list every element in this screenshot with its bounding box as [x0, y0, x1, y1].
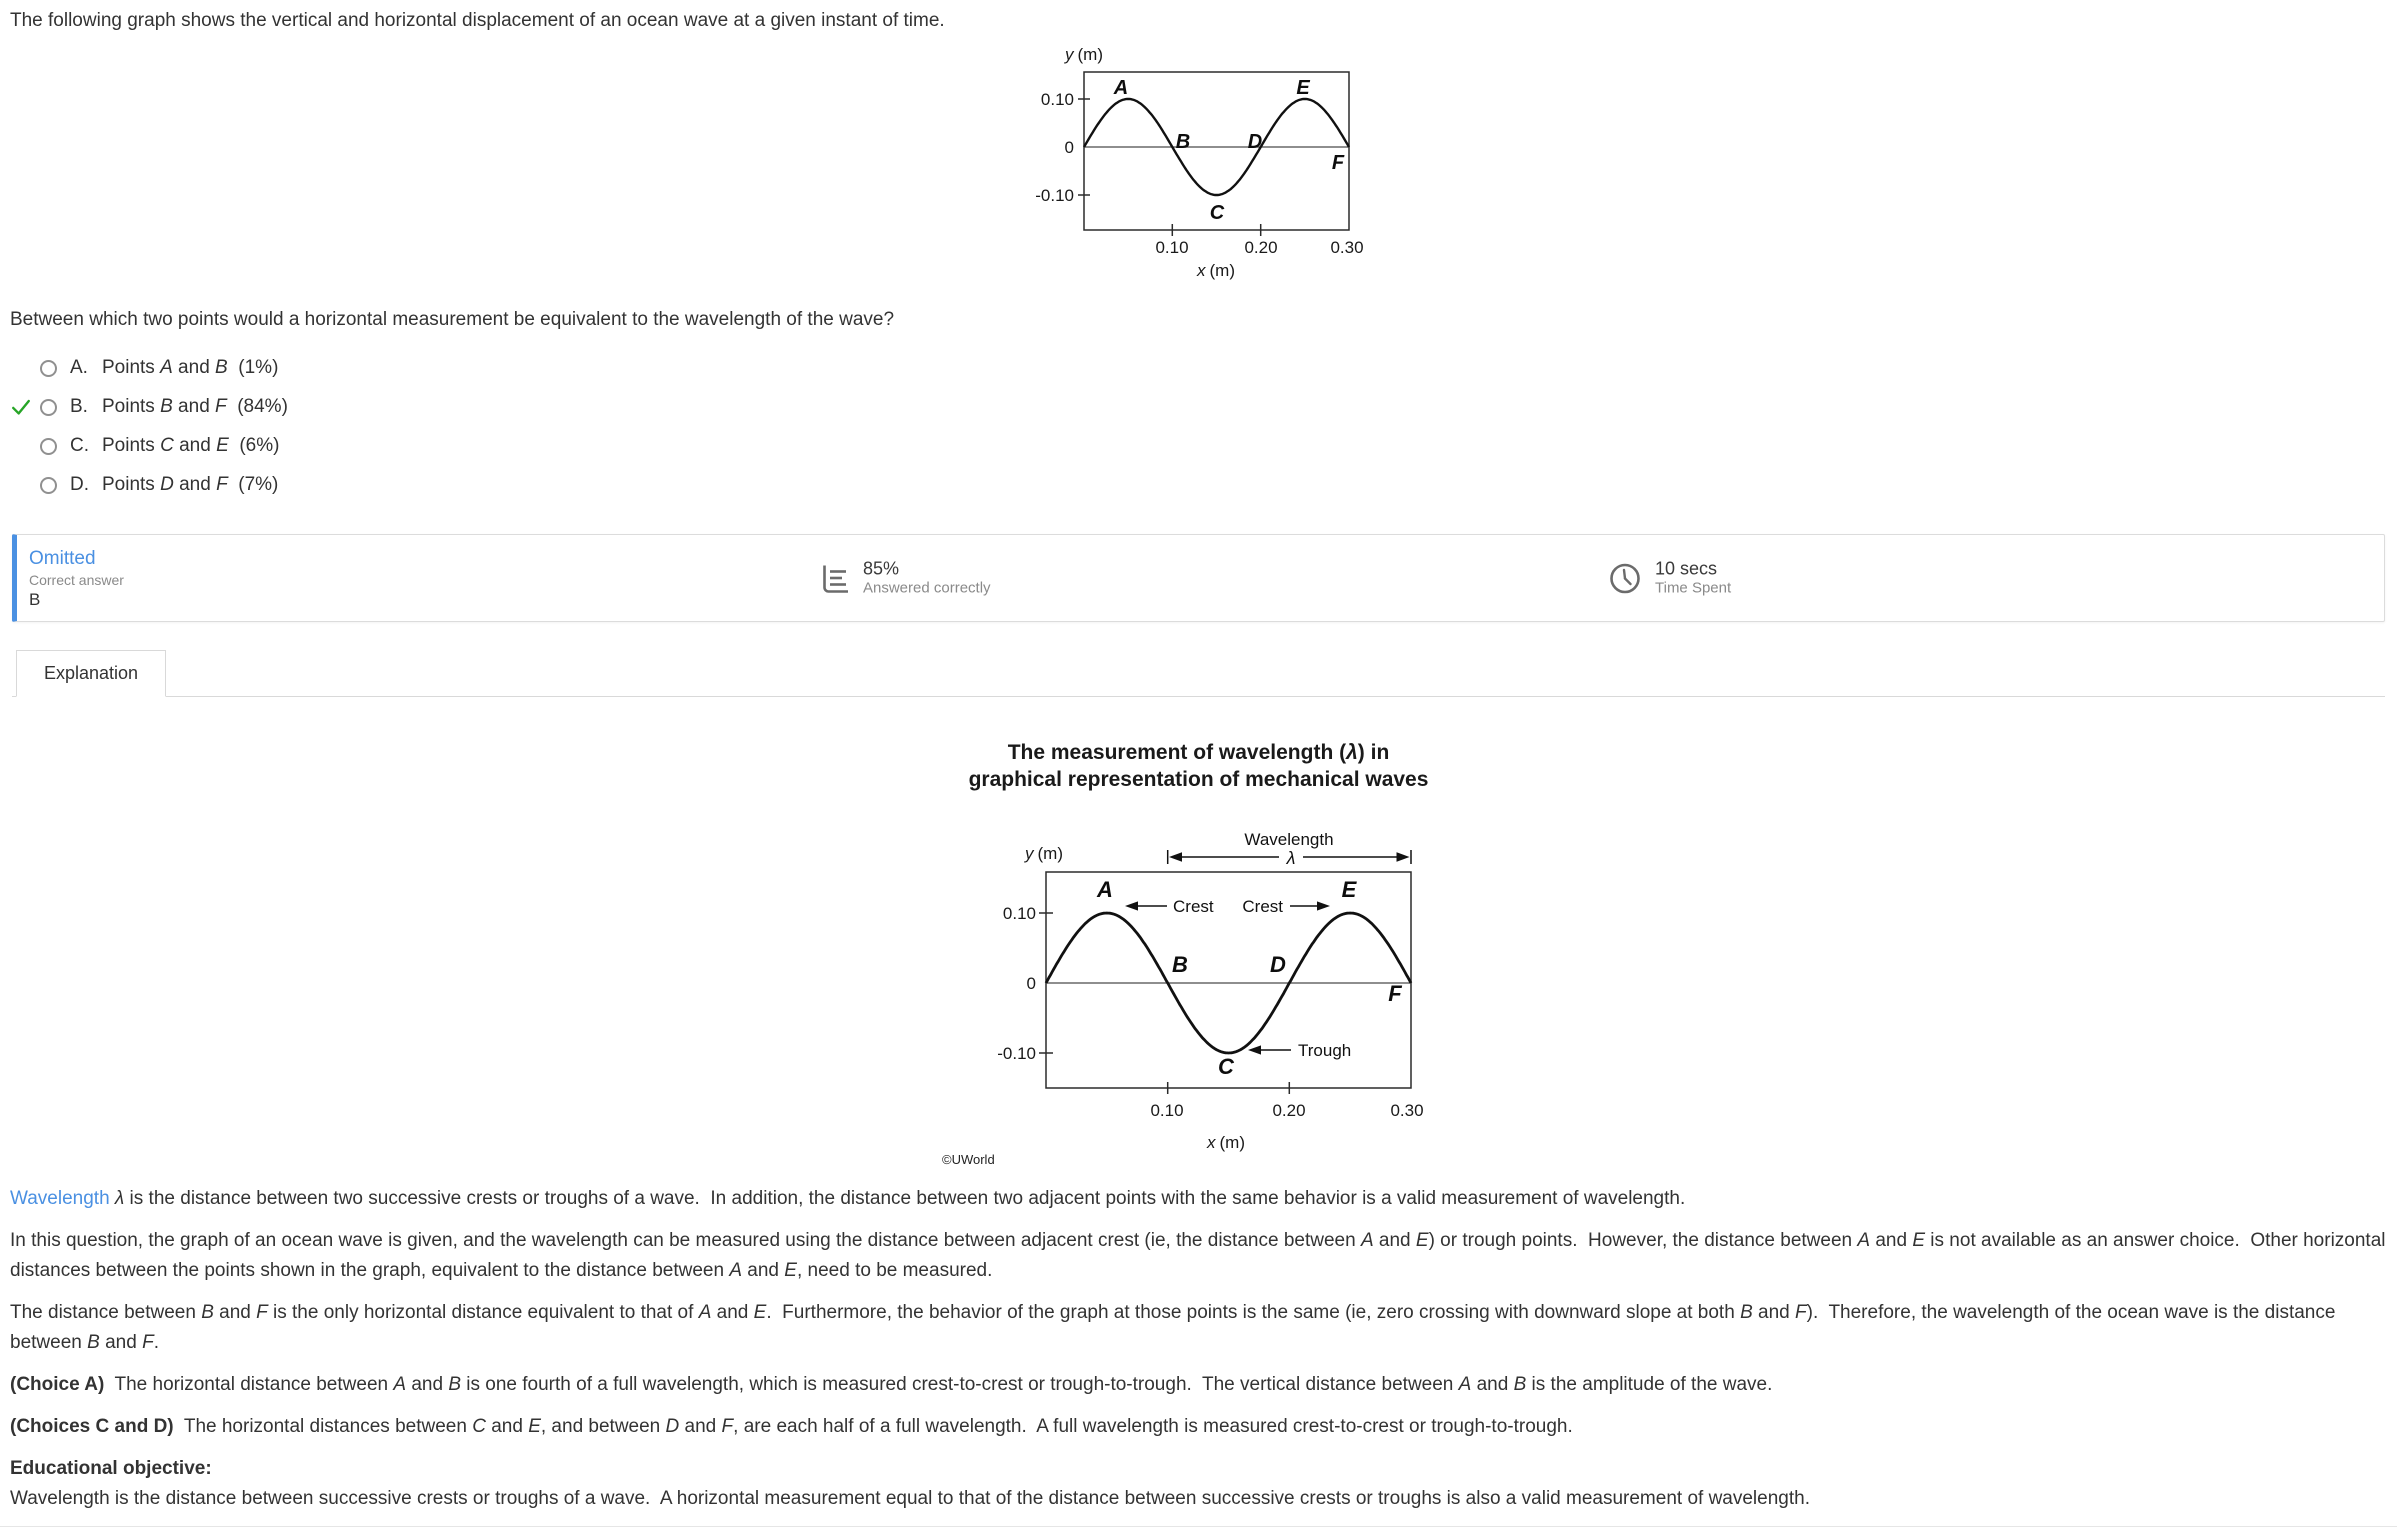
figure-title-line2: graphical representation of mechanical waves — [968, 768, 1429, 791]
tab-explanation[interactable]: Explanation — [16, 650, 166, 697]
percent-value: 85% — [863, 558, 900, 579]
clock-icon — [1607, 560, 1643, 596]
lambda-arrow-left — [1169, 852, 1182, 862]
answer-option-c[interactable] — [0, 433, 2397, 459]
answer-option-b[interactable] — [0, 394, 2397, 420]
educational-objective-text: Wavelength is the distance between successive crests or troughs of a wave. A horizontal measurement equal to that of the distance between successive crests or troughs is also a valid measurement of wavelength. — [10, 1488, 1810, 1509]
radio-button[interactable] — [40, 477, 57, 494]
option-text: Points B and F (84%) — [102, 396, 288, 417]
wave-chart-1 — [1026, 44, 1371, 284]
x-tick-label: 0.30 — [1389, 1101, 1424, 1120]
option-letter: C. — [70, 435, 89, 456]
answered-correctly-text — [863, 559, 991, 598]
crest-left-arrow — [1125, 901, 1138, 910]
trough-arrow — [1248, 1045, 1261, 1054]
choice-a-paragraph: (Choice A) The horizontal distance between A and B is one fourth of a full wavelength, which is measured crest-to-crest or trough-to-trough. The vertical distance between A and B is the amplitude of the wave. — [10, 1374, 1773, 1395]
tab-bar — [12, 650, 2385, 697]
point-label-f: F — [1387, 981, 1402, 1006]
radio-button[interactable] — [40, 399, 57, 416]
lambda-arrow-right — [1396, 852, 1409, 862]
radio-button[interactable] — [40, 438, 57, 455]
y-axis-title: y (m) — [1024, 844, 1063, 863]
bar-chart-icon — [817, 561, 851, 595]
x-tick-label: 0.10 — [1155, 238, 1189, 257]
question-prompt: Between which two points would a horizontal measurement be equivalent to the wavelength of the wave? — [10, 309, 895, 330]
x-tick-label: 0.10 — [1149, 1101, 1184, 1120]
y-tick-label: 0.10 — [1002, 904, 1036, 923]
time-spent-block — [1607, 559, 1731, 598]
y-axis-title: y (m) — [1065, 45, 1103, 64]
explanation-paragraph-answer: The distance between B and F is the only horizontal distance equivalent to that of A and E. Furthermore, the behavior of the graph at those points is the same (ie, zero crossing with downward slope at both B and F). Therefore, the wavelength of the ocean wave is the distance between B and F. — [10, 1302, 2336, 1353]
wave-chart-2 — [939, 807, 1459, 1172]
check-slot — [10, 434, 40, 458]
option-letter: B. — [70, 396, 88, 417]
option-text: Points C and E (6%) — [102, 435, 280, 456]
check-slot — [10, 395, 40, 419]
copyright-uworld: ©UWorld — [941, 1152, 995, 1167]
answer-option-d[interactable] — [0, 472, 2397, 498]
choices-c-d-paragraph: (Choices C and D) The horizontal distances between C and E, and between D and F, are each half of a full wavelength. A full wavelength is measured crest-to-crest or trough-to-trough. — [10, 1416, 1573, 1437]
status-omitted: Omitted — [29, 548, 96, 569]
educational-objective-title: Educational objective: — [10, 1458, 212, 1479]
x-axis-title: x (m) — [1197, 261, 1235, 280]
check-icon — [10, 396, 32, 418]
question-intro: The following graph shows the vertical and horizontal displacement of an ocean wave at a given instant of time. — [10, 10, 945, 31]
check-slot — [10, 356, 40, 380]
answer-options — [0, 355, 2397, 498]
point-label-c: C — [1209, 202, 1225, 224]
time-spent-text — [1655, 559, 1731, 598]
y-tick-label: -0.10 — [1035, 186, 1074, 205]
radio-button[interactable] — [40, 360, 57, 377]
point-label-c: C — [1217, 1054, 1234, 1079]
option-letter: A. — [70, 357, 88, 378]
explanation-paragraph-wavelength: Wavelength λ is the distance between two successive crests or troughs of a wave. In addition, the distance between two adjacent points with the same behavior is a valid measurement of wavelength. — [10, 1188, 1686, 1209]
correct-answer-value: B — [29, 590, 41, 609]
y-tick-label: 0 — [1026, 974, 1036, 993]
point-label-a: A — [1096, 877, 1113, 902]
x-tick-label: 0.30 — [1330, 238, 1364, 257]
time-label: Time Spent — [1655, 579, 1732, 597]
answered-correctly-block — [817, 559, 991, 598]
question-figure — [0, 44, 2397, 284]
point-label-a: A — [1113, 77, 1129, 99]
explanation-paragraph-question: In this question, the graph of an ocean wave is given, and the wavelength can be measured using the distance between adjacent crest (ie, the distance between A and E) or trough points. However, the distance between A and E is not available as an answer choice. Other horizontal distances between the points shown in the graph, equivalent to the distance between A and E, need to be measured. — [10, 1230, 2386, 1281]
point-label-d: D — [1269, 952, 1286, 977]
explanation-body — [10, 1184, 2387, 1514]
y-tick-label: 0 — [1064, 138, 1074, 157]
correct-answer-label: Correct answer — [29, 572, 124, 588]
point-label-d: D — [1247, 131, 1263, 153]
point-label-b: B — [1171, 952, 1188, 977]
result-summary-card — [12, 534, 2385, 622]
crest-right-annotation: Crest — [1241, 897, 1283, 916]
crest-left-annotation: Crest — [1172, 897, 1214, 916]
x-axis-title: x (m) — [1206, 1133, 1245, 1152]
option-letter: D. — [70, 474, 89, 495]
time-value: 10 secs — [1655, 558, 1718, 579]
figure-title-line1: The measurement of wavelength (λ) in — [1007, 741, 1390, 764]
explanation-figure — [0, 739, 2397, 1178]
option-text: Points D and F (7%) — [102, 474, 279, 495]
y-tick-label: -0.10 — [996, 1044, 1036, 1063]
y-tick-label: 0.10 — [1040, 90, 1074, 109]
result-status-block — [29, 548, 2384, 609]
wavelength-annotation: Wavelength — [1243, 830, 1334, 849]
x-tick-label: 0.20 — [1271, 1101, 1306, 1120]
check-slot — [10, 473, 40, 497]
point-label-b: B — [1175, 131, 1191, 153]
x-tick-label: 0.20 — [1244, 238, 1278, 257]
trough-annotation: Trough — [1297, 1041, 1351, 1060]
point-label-f: F — [1331, 152, 1345, 174]
option-text: Points A and B (1%) — [102, 357, 279, 378]
percent-label: Answered correctly — [863, 579, 991, 597]
answer-option-a[interactable] — [0, 355, 2397, 381]
point-label-e: E — [1341, 877, 1356, 902]
lambda-symbol: λ — [1286, 848, 1295, 868]
point-label-e: E — [1296, 77, 1310, 99]
crest-right-arrow — [1317, 901, 1330, 910]
